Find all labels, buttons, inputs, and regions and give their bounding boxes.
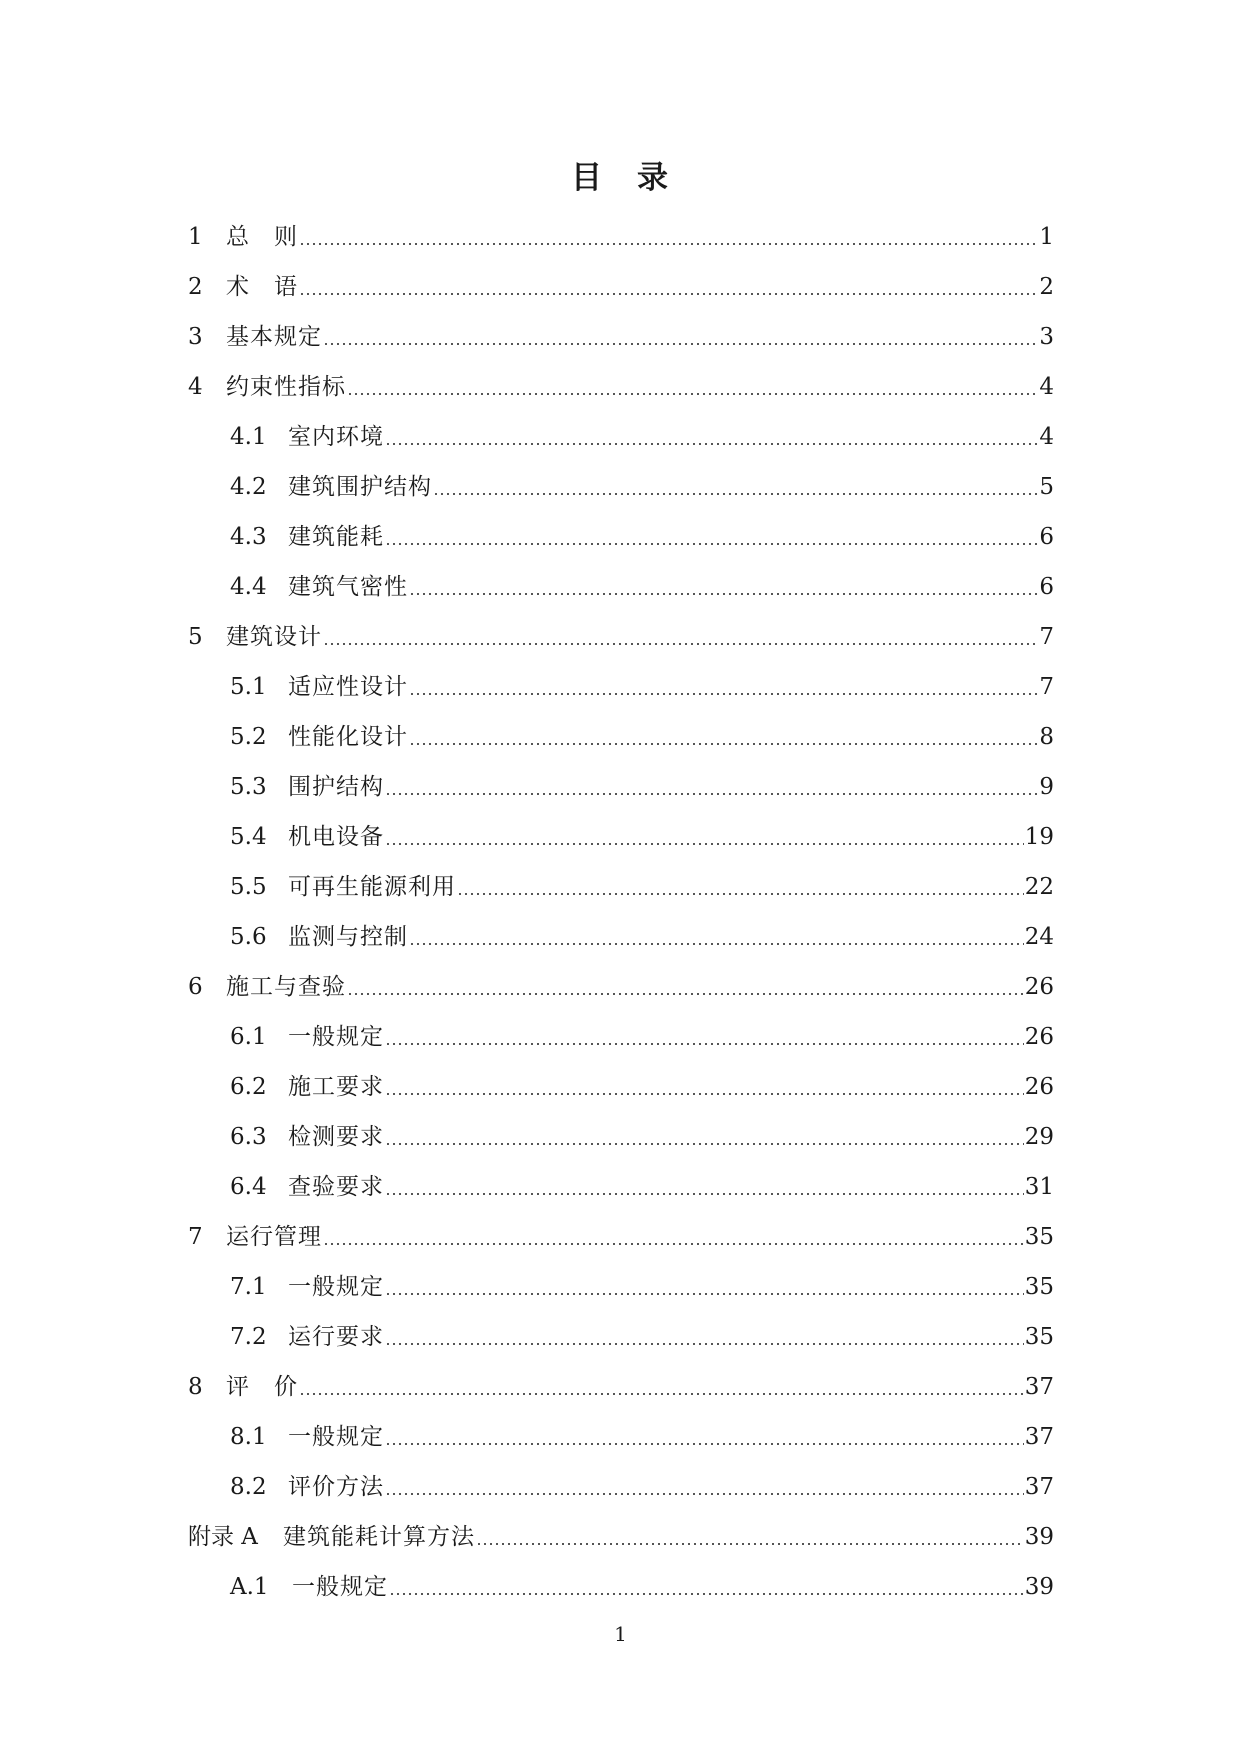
toc-entry-number: 8.1	[230, 1424, 267, 1450]
toc-entry[interactable]	[188, 862, 1054, 912]
toc-entry-label: 一般规定	[292, 1574, 388, 1600]
dot-leader	[409, 943, 1024, 945]
toc-entry-page: 7	[1039, 674, 1054, 700]
dot-leader	[385, 1343, 1024, 1345]
toc-entry-number: 7	[188, 1224, 203, 1250]
toc-entry[interactable]	[188, 762, 1054, 812]
toc-entry-label: 性能化设计	[288, 724, 408, 750]
toc-entry-number: 6.3	[230, 1124, 267, 1150]
toc-entry-label: 检测要求	[288, 1124, 384, 1150]
dot-leader	[385, 793, 1038, 795]
dot-leader	[385, 1143, 1024, 1145]
dot-leader	[385, 543, 1038, 545]
dot-leader	[299, 293, 1038, 295]
toc-entry-label: 总 则	[226, 224, 298, 250]
toc-entry-page: 35	[1024, 1274, 1054, 1300]
toc-entry[interactable]	[188, 1412, 1054, 1462]
toc-entry-number: 6.4	[230, 1174, 267, 1200]
toc-entry-label: 建筑气密性	[288, 574, 408, 600]
toc-entry-page: 6	[1039, 524, 1054, 550]
toc-entry-number: 4.3	[230, 524, 267, 550]
toc-entry-page: 24	[1024, 924, 1054, 950]
toc-entry[interactable]	[188, 1312, 1054, 1362]
toc-entry-number: 6.2	[230, 1074, 267, 1100]
dot-leader	[299, 243, 1038, 245]
dot-leader	[457, 893, 1024, 895]
toc-entry-label: 建筑设计	[226, 624, 322, 650]
toc-entry-number: 5	[188, 624, 203, 650]
toc-entry[interactable]	[188, 1212, 1054, 1262]
dot-leader	[385, 443, 1038, 445]
toc-entry-page: 39	[1024, 1574, 1054, 1600]
toc-entry[interactable]	[188, 912, 1054, 962]
toc-entry-page: 29	[1024, 1124, 1054, 1150]
toc-entry-label: 建筑能耗	[288, 524, 384, 550]
dot-leader	[389, 1593, 1024, 1595]
dot-leader	[409, 593, 1038, 595]
dot-leader	[323, 643, 1038, 645]
table-of-contents	[188, 212, 1054, 1612]
toc-entry-number: 5.2	[230, 724, 267, 750]
toc-entry-page: 5	[1039, 474, 1054, 500]
dot-leader	[385, 1493, 1024, 1495]
toc-entry-label: 运行管理	[226, 1224, 322, 1250]
toc-entry[interactable]	[188, 962, 1054, 1012]
dot-leader	[409, 693, 1038, 695]
toc-entry-label: 施工与查验	[226, 974, 346, 1000]
toc-entry-label: 一般规定	[288, 1274, 384, 1300]
page-number: 1	[614, 1622, 627, 1646]
toc-entry[interactable]	[188, 1462, 1054, 1512]
toc-entry[interactable]	[188, 412, 1054, 462]
toc-entry[interactable]	[188, 1262, 1054, 1312]
dot-leader	[323, 343, 1038, 345]
toc-entry-number: 5.5	[230, 874, 267, 900]
toc-entry-label: 一般规定	[288, 1424, 384, 1450]
toc-entry-label: 评 价	[226, 1374, 298, 1400]
toc-entry-label: 建筑能耗计算方法	[283, 1524, 475, 1550]
dot-leader	[385, 1043, 1024, 1045]
toc-entry-page: 39	[1024, 1524, 1054, 1550]
toc-entry-page: 4	[1039, 424, 1054, 450]
toc-entry-page: 37	[1024, 1374, 1054, 1400]
toc-entry[interactable]	[188, 1362, 1054, 1412]
toc-entry-label: 查验要求	[288, 1174, 384, 1200]
toc-entry[interactable]	[188, 812, 1054, 862]
toc-entry-label: 施工要求	[288, 1074, 384, 1100]
toc-entry-number: 4	[188, 374, 203, 400]
toc-entry-label: 围护结构	[288, 774, 384, 800]
toc-entry-label: 基本规定	[226, 324, 322, 350]
toc-entry-number: 5.1	[230, 674, 267, 700]
toc-entry-number: 3	[188, 324, 203, 350]
toc-entry-page: 19	[1024, 824, 1054, 850]
toc-entry[interactable]	[188, 562, 1054, 612]
toc-entry-number: 6.1	[230, 1024, 267, 1050]
toc-entry[interactable]	[188, 212, 1054, 262]
toc-entry-page: 1	[1039, 224, 1054, 250]
dot-leader	[385, 1093, 1024, 1095]
toc-entry[interactable]	[188, 1162, 1054, 1212]
toc-entry-label: 适应性设计	[288, 674, 408, 700]
toc-entry[interactable]	[188, 612, 1054, 662]
toc-entry-number: 附录 A	[188, 1524, 258, 1550]
toc-entry-number: A.1	[230, 1574, 269, 1600]
toc-entry[interactable]	[188, 1512, 1054, 1562]
dot-leader	[385, 1193, 1024, 1195]
toc-entry[interactable]	[188, 362, 1054, 412]
toc-entry[interactable]	[188, 262, 1054, 312]
toc-entry-number: 4.1	[230, 424, 267, 450]
toc-entry[interactable]	[188, 1112, 1054, 1162]
toc-entry-number: 5.4	[230, 824, 267, 850]
toc-entry-page: 26	[1024, 974, 1054, 1000]
dot-leader	[323, 1243, 1024, 1245]
toc-entry-page: 8	[1039, 724, 1054, 750]
toc-entry-page: 22	[1024, 874, 1054, 900]
toc-entry-label: 约束性指标	[226, 374, 346, 400]
toc-entry-number: 8.2	[230, 1474, 267, 1500]
toc-entry-number: 4.2	[230, 474, 267, 500]
toc-entry-page: 26	[1024, 1074, 1054, 1100]
toc-entry-label: 机电设备	[288, 824, 384, 850]
toc-entry[interactable]	[188, 512, 1054, 562]
toc-entry[interactable]	[188, 1562, 1054, 1612]
dot-leader	[409, 743, 1038, 745]
toc-entry-label: 室内环境	[288, 424, 384, 450]
toc-entry[interactable]	[188, 712, 1054, 762]
dot-leader	[385, 1443, 1024, 1445]
dot-leader	[433, 493, 1038, 495]
toc-entry-page: 35	[1024, 1224, 1054, 1250]
toc-entry-label: 运行要求	[288, 1324, 384, 1350]
toc-entry-page: 31	[1024, 1174, 1054, 1200]
toc-entry-number: 2	[188, 274, 203, 300]
toc-entry-number: 6	[188, 974, 203, 1000]
toc-entry-number: 7.1	[230, 1274, 267, 1300]
toc-entry-label: 建筑围护结构	[288, 474, 432, 500]
toc-entry-number: 4.4	[230, 574, 267, 600]
toc-entry[interactable]	[188, 1062, 1054, 1112]
dot-leader	[476, 1543, 1024, 1545]
toc-entry-page: 37	[1024, 1474, 1054, 1500]
toc-entry-label: 一般规定	[288, 1024, 384, 1050]
toc-entry[interactable]	[188, 1012, 1054, 1062]
toc-entry-label: 监测与控制	[288, 924, 408, 950]
toc-entry-page: 3	[1039, 324, 1054, 350]
dot-leader	[347, 393, 1038, 395]
toc-entry[interactable]	[188, 462, 1054, 512]
toc-entry-page: 37	[1024, 1424, 1054, 1450]
toc-entry-number: 8	[188, 1374, 203, 1400]
dot-leader	[385, 843, 1024, 845]
toc-entry-label: 术 语	[226, 274, 298, 300]
toc-entry-page: 26	[1024, 1024, 1054, 1050]
toc-entry-page: 35	[1024, 1324, 1054, 1350]
dot-leader	[299, 1393, 1024, 1395]
toc-entry[interactable]	[188, 312, 1054, 362]
toc-entry[interactable]	[188, 662, 1054, 712]
toc-entry-page: 2	[1039, 274, 1054, 300]
toc-entry-page: 6	[1039, 574, 1054, 600]
toc-entry-number: 5.3	[230, 774, 267, 800]
toc-entry-label: 可再生能源利用	[288, 874, 456, 900]
toc-entry-number: 5.6	[230, 924, 267, 950]
dot-leader	[385, 1293, 1024, 1295]
toc-entry-page: 4	[1039, 374, 1054, 400]
toc-entry-page: 7	[1039, 624, 1054, 650]
toc-entry-number: 7.2	[230, 1324, 267, 1350]
toc-entry-page: 9	[1039, 774, 1054, 800]
dot-leader	[347, 993, 1024, 995]
toc-entry-label: 评价方法	[288, 1474, 384, 1500]
toc-title: 目 录	[571, 160, 670, 196]
toc-entry-number: 1	[188, 224, 203, 250]
